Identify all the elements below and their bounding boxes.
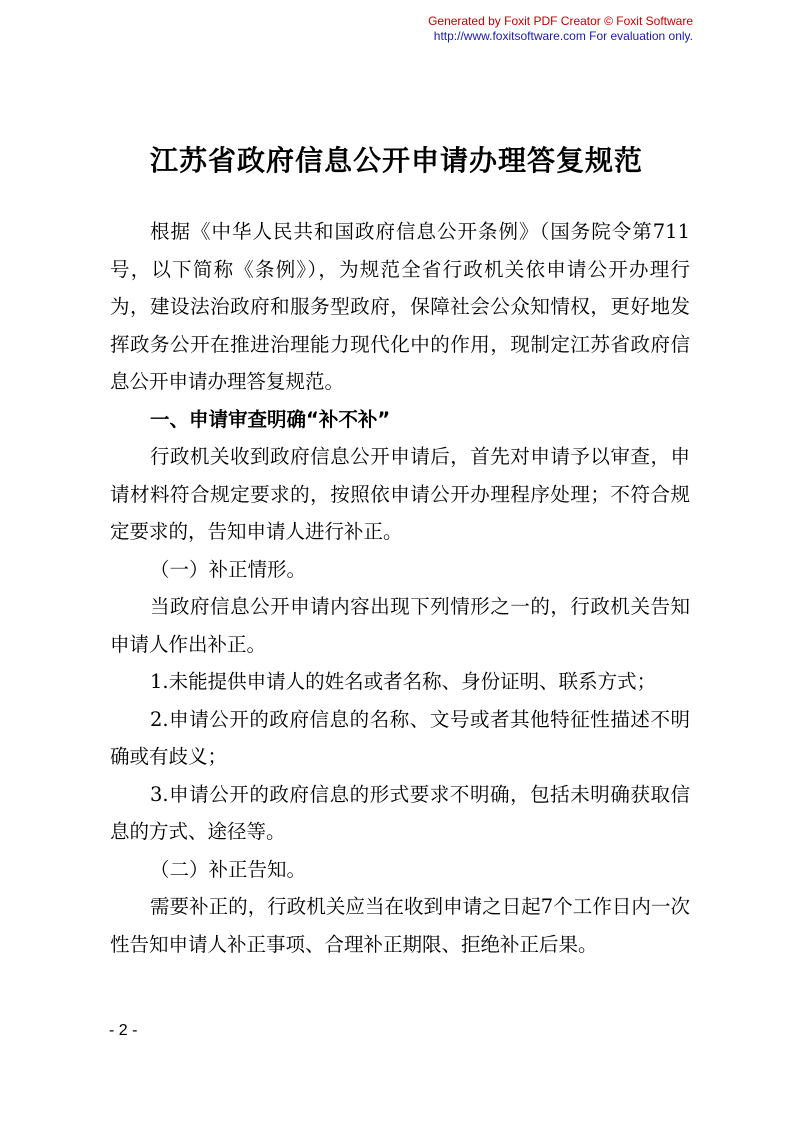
subsection-heading-2: （二）补正告知。 (150, 857, 307, 881)
page-number: - 2 - (109, 1022, 138, 1039)
intro-paragraph: 根据《中华人民共和国政府信息公开条例》（国务院令第711号，以下简称《条例》），为规范全省行政机关依申请公开办理行为，建设法治政府和服务型政府，保障社会公众知情权，更好地发挥政务公开在推进治理能力现代化中的作用，现制定江苏省政府信息公开申请办理答复规范。 (110, 220, 690, 393)
watermark-line-1: Generated by Foxit PDF Creator © Foxit Software (428, 14, 693, 28)
section-heading-1: 一、申请审查明确“补不补” (150, 407, 391, 431)
document-body (110, 213, 690, 963)
list-item-2: 2.申请公开的政府信息的名称、文号或者其他特征性描述不明确或有歧义； (110, 707, 690, 768)
body-paragraph: 行政机关收到政府信息公开申请后，首先对申请予以审查，申请材料符合规定要求的，按照依申请公开办理程序处理；不符合规定要求的，告知申请人进行补正。 (110, 445, 690, 543)
list-item-1: 1.未能提供申请人的姓名或者名称、身份证明、联系方式； (150, 670, 657, 693)
subsection-heading-1: （一）补正情形。 (150, 557, 307, 581)
foxit-watermark (428, 14, 693, 44)
list-item-3: 3.申请公开的政府信息的形式要求不明确，包括未明确获取信息的方式、途径等。 (110, 782, 690, 843)
watermark-line-2: http://www.foxitsoftware.com For evaluation only. (433, 29, 693, 43)
document-title: 江苏省政府信息公开申请办理答复规范 (149, 144, 643, 177)
body-paragraph: 当政府信息公开申请内容出现下列情形之一的，行政机关告知申请人作出补正。 (110, 595, 690, 656)
body-paragraph: 需要补正的，行政机关应当在收到申请之日起7个工作日内一次性告知申请人补正事项、合理补正期限、拒绝补正后果。 (110, 895, 690, 956)
